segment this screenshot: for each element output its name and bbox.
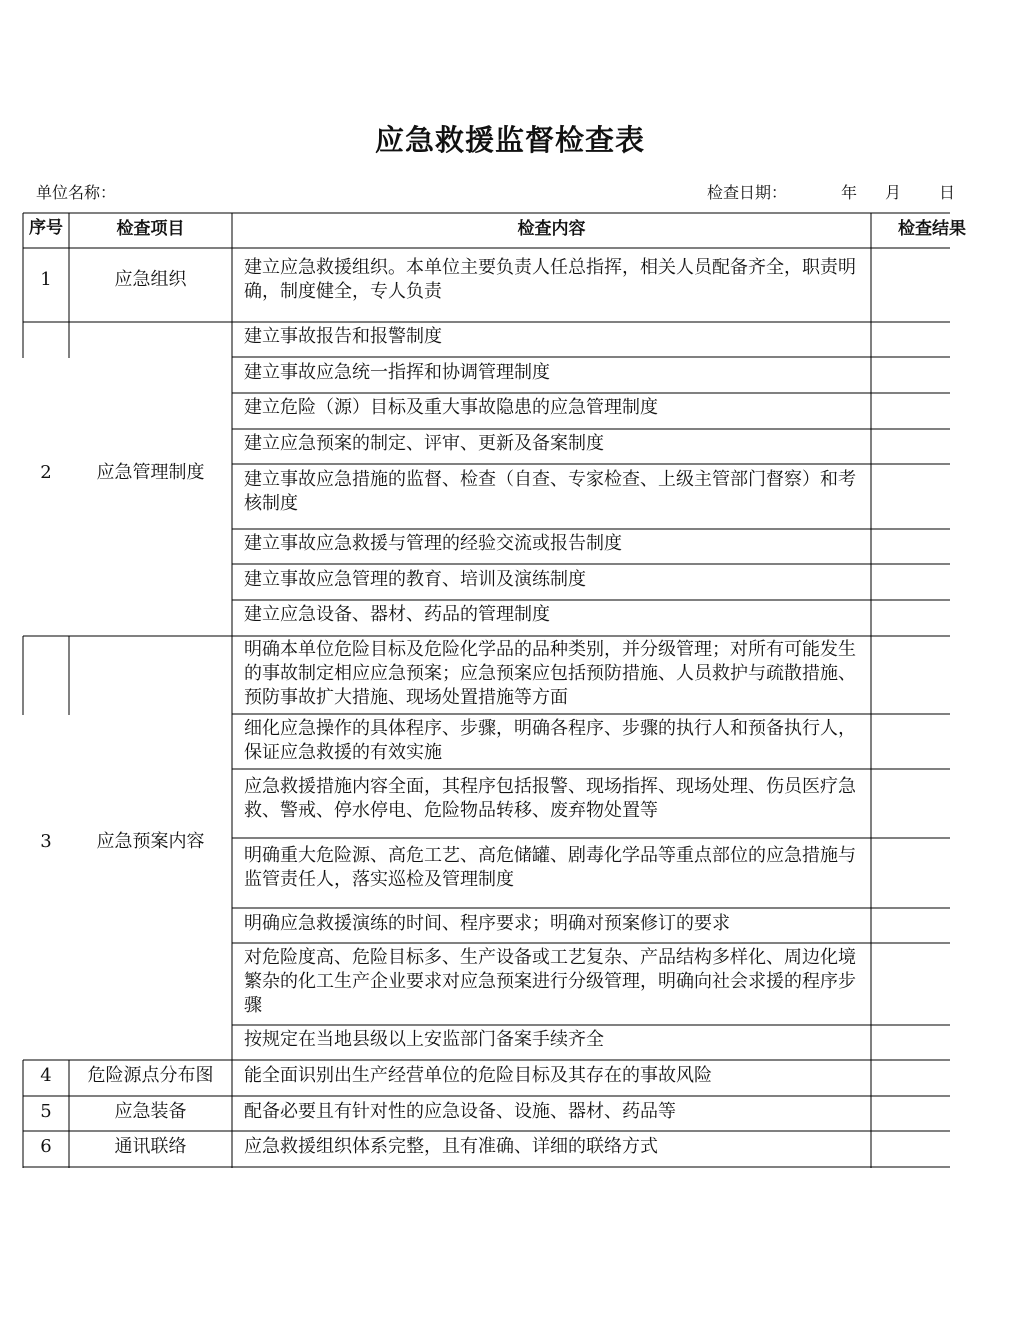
inspection-date	[707, 180, 955, 203]
seq-2: 2	[40, 462, 52, 483]
item-2: 应急管理制度	[96, 462, 205, 483]
content-row-5: 建立应急预案的制定、评审、更新及备案制度	[244, 433, 604, 454]
seq-1: 1	[40, 269, 52, 290]
content-row-19: 应急救援组织体系完整，且有准确、详细的联络方式	[244, 1136, 658, 1157]
date-day: 日	[939, 183, 956, 202]
content-row-14: 明确应急救援演练的时间、程序要求；明确对预案修订的要求	[244, 913, 730, 934]
content-row-15: 对危险度高、危险目标多、生产设备或工艺复杂、产品结构多样化、周边化境繁杂的化工生产企业要求对应急预案进行分级管理，明确向社会求援的程序步骤	[244, 947, 856, 1016]
content-row-13: 明确重大危险源、高危工艺、高危储罐、剧毒化学品等重点部位的应急措施与监管责任人，落实巡检及管理制度	[244, 845, 856, 890]
seq-5: 5	[40, 1101, 52, 1122]
content-row-17: 能全面识别出生产经营单位的危险目标及其存在的事故风险	[244, 1065, 712, 1086]
date-label: 检查日期：	[707, 183, 788, 202]
header-seq: 序号	[29, 218, 63, 238]
date-month: 月	[885, 183, 902, 202]
content-row-11: 细化应急操作的具体程序、步骤，明确各程序、步骤的执行人和预备执行人，保证应急救援的有效实施	[244, 718, 856, 763]
content-row-4: 建立危险（源）目标及重大事故隐患的应急管理制度	[244, 397, 658, 418]
content-row-2: 建立事故报告和报警制度	[244, 326, 442, 347]
page-title: 应急救援监督检查表	[374, 123, 645, 157]
item-3: 应急预案内容	[96, 831, 205, 852]
seq-4: 4	[40, 1065, 52, 1086]
content-row-16: 按规定在当地县级以上安监部门备案手续齐全	[244, 1029, 604, 1050]
seq-3: 3	[40, 831, 52, 852]
header-result: 检查结果	[898, 219, 966, 239]
header-item: 检查项目	[116, 219, 185, 239]
item-6: 通讯联络	[114, 1136, 187, 1157]
content-row-9: 建立应急设备、器材、药品的管理制度	[244, 604, 550, 625]
seq-6: 6	[40, 1136, 52, 1157]
item-5: 应急装备	[114, 1101, 187, 1122]
item-1: 应急组织	[114, 269, 187, 290]
content-row-12: 应急救援措施内容全面，其程序包括报警、现场指挥、现场处理、伤员医疗急救、警戒、停水停电、危险物品转移、废弃物处置等	[244, 776, 856, 821]
item-4: 危险源点分布图	[87, 1065, 214, 1086]
content-row-6: 建立事故应急措施的监督、检查（自查、专家检查、上级主管部门督察）和考核制度	[244, 469, 856, 514]
content-row-10: 明确本单位危险目标及危险化学品的品种类别，并分级管理；对所有可能发生的事故制定相应应急预案；应急预案应包括预防措施、人员救护与疏散措施、预防事故扩大措施、现场处置措施等方面	[244, 639, 856, 708]
date-year: 年	[841, 183, 858, 202]
content-row-3: 建立事故应急统一指挥和协调管理制度	[244, 362, 550, 383]
unit-name-label: 单位名称：	[36, 183, 117, 202]
content-row-18: 配备必要且有针对性的应急设备、设施、器材、药品等	[244, 1101, 676, 1122]
header-content: 检查内容	[517, 219, 586, 239]
content-row-7: 建立事故应急救援与管理的经验交流或报告制度	[244, 533, 622, 554]
content-row-1: 建立应急救援组织。本单位主要负责人任总指挥，相关人员配备齐全，职责明确，制度健全，专人负责	[244, 257, 856, 302]
content-row-8: 建立事故应急管理的教育、培训及演练制度	[244, 569, 586, 590]
